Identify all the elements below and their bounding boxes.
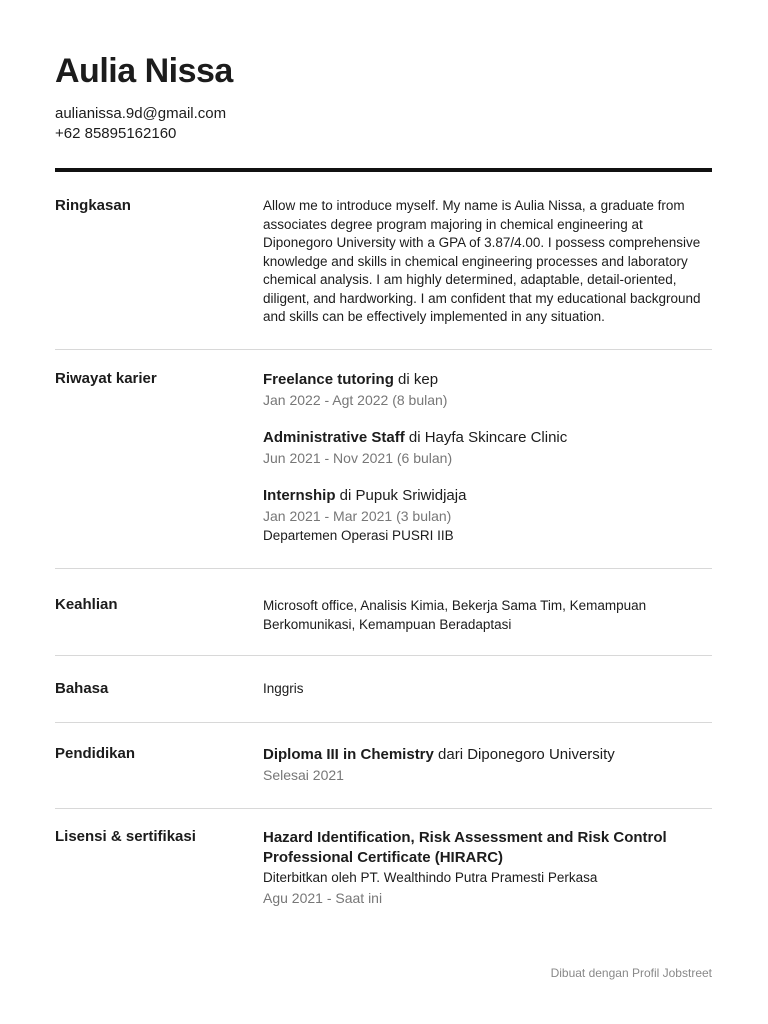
job-title: Internship: [263, 486, 336, 504]
section-label-summary: Ringkasan: [55, 197, 131, 214]
career-list: [263, 370, 712, 546]
job-title: Administrative Staff: [263, 428, 405, 446]
job-title-line: [263, 428, 712, 448]
job-title-line: [263, 486, 712, 506]
job-item: [263, 486, 712, 546]
section-summary: [55, 172, 712, 350]
languages-text: Inggris: [263, 680, 304, 696]
education-degree: Diploma III in Chemistry: [263, 746, 434, 763]
certification-issuer: Diterbitkan oleh PT. Wealthindo Putra Pramesti Perkasa: [263, 870, 598, 885]
section-label-career: Riwayat karier: [55, 369, 157, 387]
summary-text: Allow me to introduce myself. My name is Aulia Nissa, a graduate from associates degree program majoring in chemical engineering at Diponegoro University with a GPA of 3.87/4.00. I possess comprehensive knowledge and skills in chemical engineering processes and laboratory chemical analysis. I am highly determined, adaptable, detail-oriented, diligent, and hardworking. I am confident that my educational background and skills can be effectively implemented in any situation.: [263, 198, 701, 324]
job-company: di Pupuk Sriwidjaja: [335, 486, 467, 504]
certification-dates: Agu 2021 - Saat ini: [263, 890, 383, 906]
job-company: di Hayfa Skincare Clinic: [404, 428, 568, 446]
section-label-certifications: Lisensi & sertifikasi: [55, 828, 196, 845]
contact-phone[interactable]: +62 85895162160: [55, 125, 177, 142]
education-entry: [263, 745, 712, 785]
section-skills: [55, 569, 712, 656]
section-languages: [55, 656, 712, 724]
certification-title: [263, 828, 712, 868]
section-certifications: [55, 809, 712, 908]
education-title-line: [263, 745, 712, 765]
job-title: Freelance tutoring: [263, 370, 394, 388]
certification-title-text: Hazard Identification, Risk Assessment and Risk Control Professional Certificate (HIRARC): [263, 829, 667, 866]
job-company: di kep: [393, 370, 439, 388]
job-dates: Jan 2021 - Mar 2021 (3 bulan): [263, 507, 452, 524]
section-career: [55, 350, 712, 569]
certification-entry: [263, 828, 712, 908]
section-label-education: Pendidikan: [55, 745, 136, 762]
contact-email[interactable]: aulianissa.9d@gmail.com: [55, 105, 227, 122]
skills-text: Microsoft office, Analisis Kimia, Bekerja Sama Tim, Kemampuan Berkomunikasi, Kemampuan Beradaptasi: [263, 597, 647, 632]
section-label-languages: Bahasa: [55, 679, 109, 697]
resume-page: [55, 52, 712, 908]
job-detail: Departemen Operasi PUSRI IIB: [263, 527, 454, 543]
job-title-line: [263, 370, 712, 390]
education-school: dari Diponegoro University: [433, 746, 615, 763]
footer-credit: Dibuat dengan Profil Jobstreet: [550, 966, 712, 980]
section-education: [55, 723, 712, 809]
education-status: Selesai 2021: [263, 767, 344, 783]
section-label-skills: Keahlian: [55, 595, 118, 613]
job-dates: Jan 2022 - Agt 2022 (8 bulan): [263, 391, 448, 408]
job-dates: Jun 2021 - Nov 2021 (6 bulan): [263, 449, 453, 466]
job-item: [263, 428, 712, 468]
contact-block: [55, 104, 712, 144]
candidate-name: Aulia Nissa: [55, 52, 233, 90]
job-item: [263, 370, 712, 410]
